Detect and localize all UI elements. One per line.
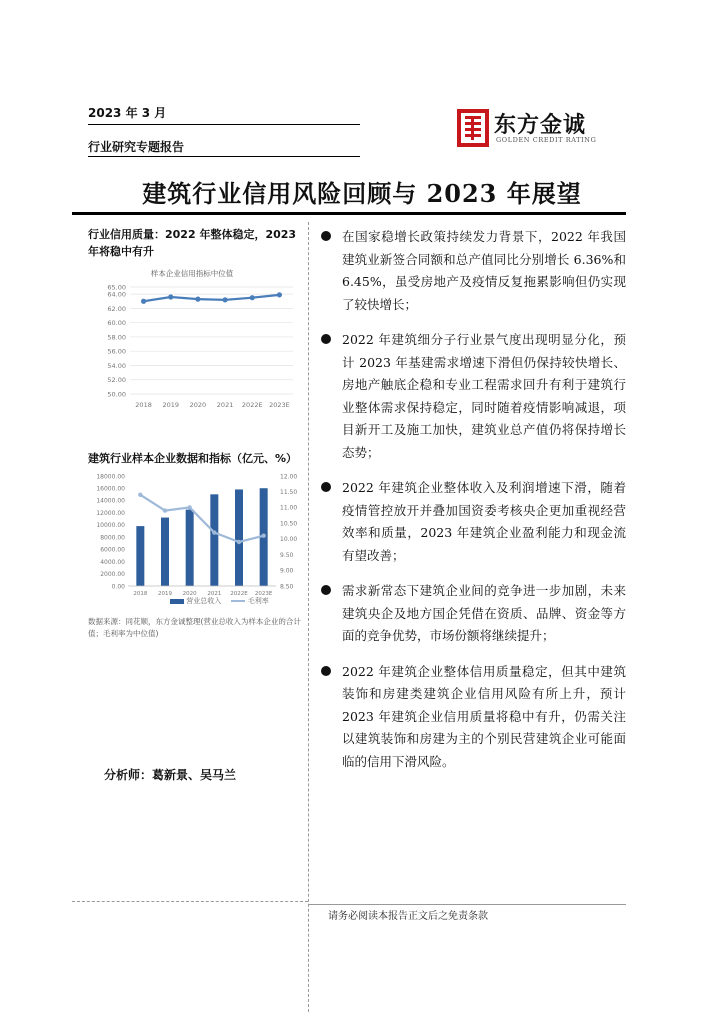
chart2-xtick-label: 2018: [133, 591, 148, 597]
chart1-data-point: [141, 299, 146, 304]
chart1-ytick-label: 54.00: [107, 361, 126, 370]
chart1-xtick-label: 2021: [216, 401, 234, 409]
legend-bar-label: 营业总收入: [186, 597, 222, 605]
title-underline: [72, 212, 626, 215]
chart2-revenue-bar: [210, 494, 218, 586]
legend-line-label: 毛利率: [247, 597, 269, 605]
chart1-data-point: [222, 297, 227, 302]
chart2-xtick-label: 2022E: [230, 591, 248, 597]
chart2-right-ytick-label: 8.50: [280, 583, 294, 591]
chart1-ytick-label: 65.00: [107, 283, 126, 292]
chart1-series-line: [144, 295, 280, 301]
chart2-left-ytick-label: 2000.00: [100, 571, 125, 579]
column-divider: [308, 222, 309, 1012]
chart2-revenue-bar: [136, 526, 144, 586]
summary-bullet: 需求新常态下建筑企业间的竞争进一步加剧，未来建筑央企及地方国企凭借在资质、品牌、资金等方面的竞争优势，市场份额将继续提升；: [318, 580, 626, 648]
chart1-ytick-label: 56.00: [107, 347, 126, 356]
chart2-left-ytick-label: 8000.00: [100, 534, 125, 542]
chart2-right-ytick-label: 10.00: [280, 536, 298, 544]
chart2-revenue-bar: [161, 518, 169, 586]
source-note: 数据来源：同花顺，东方金诚整理(营业总收入为样本企业的合计值；毛利率为中位值): [88, 617, 301, 638]
summary-bullet: 2022 年建筑细分子行业景气度出现明显分化，预计 2023 年基建需求增速下滑但仍保持较快增长、房地产触底企稳和专业工程需求回升有利于建筑行业整体需求保持稳定，同时随着疫情影响减退，项目新开工及施工加快，建筑业总产值仍将保持增长态势；: [318, 329, 626, 464]
chart2-margin-point: [212, 530, 216, 534]
chart2-right-ytick-label: 11.50: [280, 489, 298, 497]
page-title: 建筑行业信用风险回顾与 2023 年展望: [142, 179, 582, 208]
logo-text-cn: 东方金诚: [494, 113, 587, 138]
legend-bar-swatch: [170, 599, 184, 604]
chart1-ytick-label: 50.00: [107, 390, 126, 399]
chart1-title: 样本企业信用指标中位值: [150, 269, 234, 278]
chart2-right-ytick-label: 11.00: [280, 504, 298, 512]
chart2-revenue-bar: [235, 489, 243, 586]
chart1-data-point: [277, 292, 282, 297]
chart1-xtick-label: 2018: [135, 401, 152, 409]
chart1-xtick-label: 2020: [189, 401, 207, 409]
chart2-margin-point: [187, 505, 191, 509]
chart1-ytick-label: 58.00: [107, 333, 126, 342]
chart1-data-point: [168, 294, 173, 299]
section2-heading: 建筑行业样本企业数据和指标（亿元、%）: [88, 452, 298, 465]
chart1-xtick-label: 2019: [162, 401, 180, 409]
company-logo: [456, 106, 616, 150]
bullet-dot-icon: [321, 334, 331, 344]
chart2-xtick-label: 2020: [182, 591, 197, 597]
bullet-dot-icon: [321, 585, 331, 595]
chart2-right-ytick-label: 9.00: [280, 567, 294, 575]
sample-enterprise-combo-chart: [88, 468, 303, 608]
chart2-xtick-label: 2019: [158, 591, 172, 597]
chart2-right-ytick-label: 12.00: [280, 473, 298, 481]
chart2-left-ytick-label: 6000.00: [100, 546, 125, 554]
chart1-ytick-label: 60.00: [107, 319, 126, 328]
chart1-xtick-label: 2023E: [269, 401, 290, 409]
summary-bullet: 2022 年建筑企业整体信用质量稳定，但其中建筑装饰和房建类建筑企业信用风险有所上升，预计 2023 年建筑企业信用质量将稳中有升，仍需关注以建筑装饰和房建为主的个别民营建筑企业可能面临的信用下滑风险。: [318, 661, 626, 774]
header-divider: [88, 124, 360, 125]
chart2-margin-point: [138, 493, 142, 497]
chart2-left-ytick-label: 4000.00: [100, 558, 125, 566]
chart1-ytick-label: 52.00: [107, 376, 126, 385]
chart2-left-ytick-label: 18000.00: [96, 473, 125, 481]
header-divider-2: [88, 156, 360, 157]
summary-bullet: 2022 年建筑企业整体收入及利润增速下滑，随着疫情管控放开并叠加国资委考核央企更加重视经营效率和质量，2023 年建筑企业盈利能力和现金流有望改善；: [318, 477, 626, 567]
chart1-data-point: [250, 295, 255, 300]
report-date: 2023 年 3 月: [88, 106, 167, 120]
chart2-margin-point: [163, 508, 167, 512]
chart2-xtick-label: 2021: [207, 591, 222, 597]
legend-line-swatch: [231, 600, 245, 602]
chart2-left-ytick-label: 12000.00: [96, 509, 125, 517]
footer-rule: [308, 904, 626, 905]
chart2-margin-line: [140, 495, 263, 542]
chart2-xtick-label: 2023E: [254, 591, 273, 597]
chart1-ytick-label: 64.00: [107, 290, 126, 299]
chart2-right-ytick-label: 10.50: [280, 520, 298, 528]
disclaimer: 请务必阅读本报告正文后之免责条款: [328, 911, 488, 922]
left-footer-divider: [72, 901, 308, 902]
chart2-left-ytick-label: 14000.00: [96, 497, 125, 505]
logo-text-en: GOLDEN CREDIT RATING: [496, 136, 597, 144]
chart2-legend: [170, 596, 269, 606]
chart1-ytick-label: 62.00: [107, 304, 126, 313]
chart2-left-ytick-label: 16000.00: [96, 485, 125, 493]
credit-indicator-line-chart: [88, 262, 303, 412]
chart2-left-ytick-label: 0.00: [111, 583, 125, 591]
chart1-data-point: [195, 297, 200, 302]
chart1-xtick-label: 2022E: [241, 401, 263, 409]
report-type: 行业研究专题报告: [88, 140, 185, 154]
chart2-revenue-bar: [186, 510, 194, 586]
logo-mark-icon: [456, 108, 490, 148]
chart2-margin-point: [237, 540, 241, 544]
chart2-right-ytick-label: 9.50: [280, 551, 294, 559]
bullet-dot-icon: [321, 231, 331, 241]
bullet-dot-icon: [321, 482, 331, 492]
chart2-left-ytick-label: 10000.00: [96, 522, 125, 530]
analyst-names: 分析师：葛新景、吴马兰: [104, 768, 237, 782]
summary-bullets: [318, 226, 626, 786]
summary-bullet: 在国家稳增长政策持续发力背景下，2022 年我国建筑业新签合同额和总产值同比分别增长 6.36%和 6.45%，虽受房地产及疫情反复拖累影响但仍实现了较快增长；: [318, 226, 626, 316]
bullet-dot-icon: [321, 666, 331, 676]
chart2-margin-point: [261, 534, 265, 538]
section1-heading: 行业信用质量：2022 年整体稳定，2023 年将稳中有升: [88, 228, 297, 258]
